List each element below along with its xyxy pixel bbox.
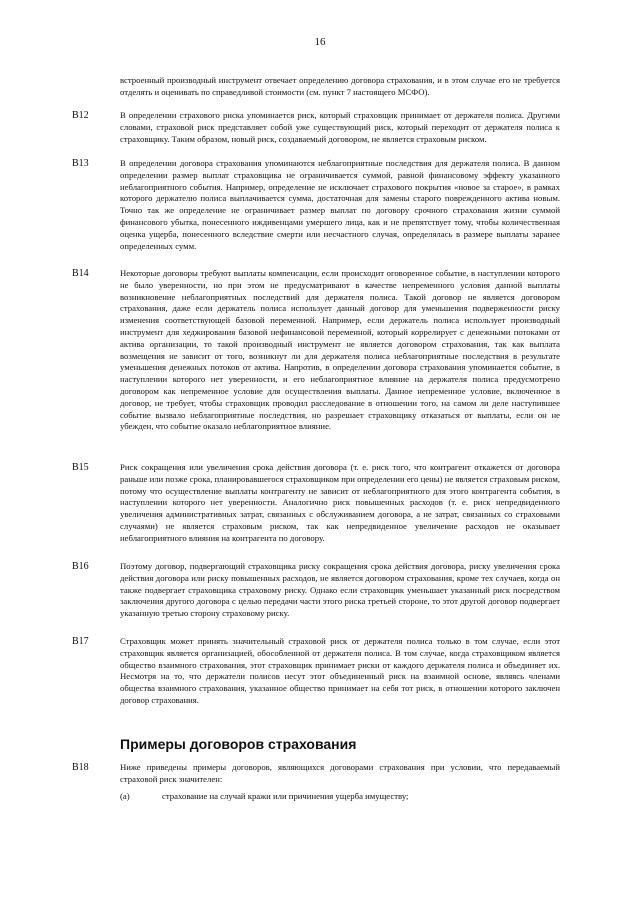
paragraph-b16 bbox=[72, 561, 592, 620]
paragraph-number: B16 bbox=[72, 561, 89, 572]
paragraph-text: В определении страхового риска упоминается риск, который страховщик принимает от держателя полиса. Другими словами, страховой риск представляет собой уже существующий риск, который переходит от держателя полиса к страховщику. Таким образом, новый риск, создаваемый договором, не является страховым риском. bbox=[120, 110, 560, 144]
paragraph-number: B14 bbox=[72, 268, 89, 279]
paragraph-b13 bbox=[72, 158, 592, 252]
paragraph-b15 bbox=[72, 462, 592, 545]
paragraph-b14 bbox=[72, 268, 592, 433]
list-item-text: страхование на случай кражи или причинения ущерба имуществу; bbox=[162, 791, 409, 801]
paragraph-b18 bbox=[72, 762, 592, 786]
page-number: 16 bbox=[314, 36, 326, 48]
paragraph-text: Страховщик может принять значительный страховой риск от держателя полиса только в том случае, если этот страховщик является организацией, обособленной от держателя полиса. В том случае, когда страховщиком является общество взаимного страхования, этот страховщик принимает риски от каждого держателя полиса и объединяет их. Несмотря на то, что держатели полисов несут этот объединенный риск на взаимной основе, являясь членами общества взаимного страхования, указанное общество принимает на себя тот риск, в отношении которого заключен договор страхования. bbox=[120, 636, 560, 705]
section-heading: Примеры договоров страхования bbox=[120, 736, 357, 752]
paragraph-text: Ниже приведены примеры договоров, являющихся договорами страхования при условии, что передаваемый страховой риск значителен: bbox=[120, 762, 560, 784]
paragraph-text: В определении договора страхования упоминаются неблагоприятные последствия для держателя полиса. В данном определении размер выплат страховщика не ограничивается суммой, равной финансовому эффекту указанного неблагоприятного события. Например, определение не исключает страхового покрытия «новое за старое», в рамках которого держателю полиса выплачивается сумма, достаточная для замены старого поврежденного актива новым. Точно так же определение не ограничивает размер выплат по договору срочного страхования жизни суммой финансового убытка, понесенного иждивенцами умершего лица, как и не препятствует тому, чтобы количественная оценка ущерба, понесенного вследствие смерти или несчастного случая, определялась в размере выплаты заранее определенных сумм. bbox=[120, 158, 560, 251]
paragraph-text: Риск сокращения или увеличения срока действия договора (т. е. риск того, что контрагент откажется от договора раньше или позже срока, планировавшегося страховщиком при определении его цены) не является страховым риском, потому что осуществление выплаты контрагенту не зависит от неблагоприятного для этого контрагента события, в наступлении которого нет уверенности. Аналогично риск повышенных расходов (т. е. риск непредвиденного увеличения административных затрат, связанных с обслуживанием договора, а не затрат, связанных со страховыми случаями) не является страховым риском, так как непредвиденное увеличение расходов не оказывает неблагоприятного влияния на контрагента по договору. bbox=[120, 462, 560, 543]
paragraph-number: B13 bbox=[72, 158, 89, 169]
paragraph-text: Поэтому договор, подвергающий страховщика риску сокращения срока действия договора, риску увеличения срока действия договора или риску повышенных расходов, не является договором страхования, кроме тех случаев, когда он также подвергает страховщика страховому риску. Однако если страховщик уменьшает указанный риск посредством заключения другого договора с целью передачи части этого риска третьей стороне, то этот другой договор подвергает указанную третью сторону страховому риску. bbox=[120, 561, 560, 619]
paragraph-number: B15 bbox=[72, 462, 89, 473]
paragraph-b12 bbox=[72, 110, 592, 145]
paragraph-b17 bbox=[72, 636, 592, 707]
list-item-letter: (a) bbox=[120, 791, 130, 801]
paragraph-number: B18 bbox=[72, 762, 89, 773]
paragraph-continuation bbox=[72, 75, 592, 99]
paragraph-text: Некоторые договоры требуют выплаты компенсации, если происходит оговоренное событие, в наступлении которого не было уверенности, но при этом не предусматривают в качестве непременного условия данной выплаты возникновение неблагоприятных последствий для держателя полиса. Такой договор не является договором страхования, даже если держатель полиса использует данный договор для уменьшения подверженности риску изменения соответствующей базовой переменной. Например, если держатель полиса использует производный инструмент для хеджирования базовой нефинансовой переменной, который коррелирует с денежными потоками от актива организации, то такой производный инструмент не является договором страхования, так как выплата возмещения не зависит от того, возникнут ли для держателя полиса неблагоприятные последствия в результате уменьшения денежных потоков от актива. Напротив, в определении договора страхования упоминается событие, в наступлении которого нет уверенности, и его неблагоприятное влияние на держателя полиса предусмотрено договором как непременное условие для осуществления выплаты. Данное непременное условие, включенное в договор, не требует, чтобы страховщик проводил расследование в отношении того, на самом ли деле наступившее событие вызвало неблагоприятные последствия, но разрешает страховщику отказаться от выплаты, если он не убежден, что событие оказало неблагоприятное влияние. bbox=[120, 268, 560, 432]
paragraph-number: B17 bbox=[72, 636, 89, 647]
paragraph-number: B12 bbox=[72, 110, 89, 121]
list-item bbox=[120, 791, 560, 803]
paragraph-text: встроенный производный инструмент отвечает определению договора страхования, и в этом случае его не требуется отделять и оценивать по справедливой стоимости (см. пункт 7 настоящего МСФО). bbox=[120, 75, 560, 97]
